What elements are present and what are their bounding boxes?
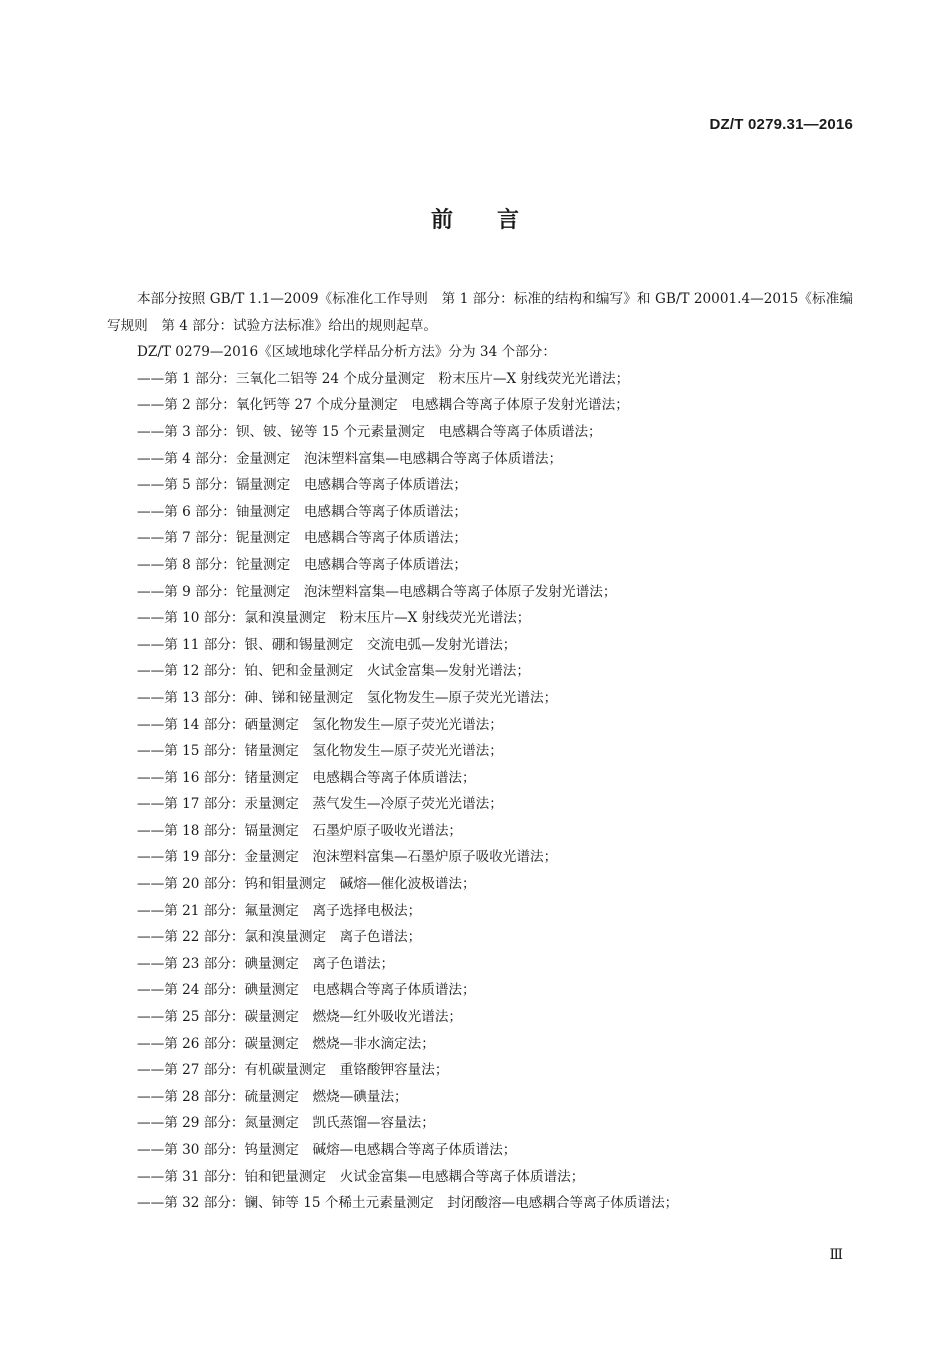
list-item: ——第 24 部分：碘量测定 电感耦合等离子体质谱法； [137, 982, 476, 999]
page-number: Ⅲ [829, 1247, 843, 1263]
list-item: ——第 20 部分：钨和钼量测定 碱熔—催化波极谱法； [137, 876, 476, 893]
list-item: ——第 7 部分：铌量测定 电感耦合等离子体质谱法； [137, 530, 467, 547]
list-item: ——第 28 部分：硫量测定 燃烧—碘量法； [137, 1088, 408, 1105]
list-item: ——第 15 部分：锗量测定 氢化物发生—原子荧光光谱法； [137, 743, 503, 760]
list-item: ——第 4 部分：金量测定 泡沫塑料富集—电感耦合等离子体质谱法； [137, 450, 563, 467]
list-item: ——第 3 部分：钡、铍、铋等 15 个元素量测定 电感耦合等离子体质谱法； [137, 423, 602, 440]
page-title: 前言 [430, 208, 563, 233]
list-item: ——第 30 部分：钨量测定 碱熔—电感耦合等离子体质谱法； [137, 1142, 517, 1158]
list-item: ——第 26 部分：碳量测定 燃烧—非水滴定法； [137, 1035, 435, 1052]
list-item: ——第 21 部分：氟量测定 离子选择电极法； [137, 902, 422, 919]
list-item: ——第 29 部分：氮量测定 凯氏蒸馏—容量法； [137, 1115, 435, 1132]
list-item: ——第 23 部分：碘量测定 离子色谱法； [137, 955, 395, 972]
list-item: ——第 18 部分：镉量测定 石墨炉原子吸收光谱法； [137, 822, 463, 839]
foreword-body [107, 286, 853, 1217]
list-item: ——第 12 部分：铂、钯和金量测定 火试金富集—发射光谱法； [137, 663, 530, 680]
list-item: ——第 6 部分：铀量测定 电感耦合等离子体质谱法； [137, 503, 467, 520]
list-item: ——第 10 部分：氯和溴量测定 粉末压片—X 射线荧光光谱法； [137, 610, 531, 627]
list-item: ——第 27 部分：有机碳量测定 重铬酸钾容量法； [137, 1062, 449, 1079]
list-item: ——第 14 部分：硒量测定 氢化物发生—原子荧光光谱法； [137, 716, 503, 733]
list-item: ——第 16 部分：锗量测定 电感耦合等离子体质谱法； [137, 769, 476, 786]
list-item: ——第 13 部分：砷、锑和铋量测定 氢化物发生—原子荧光光谱法； [137, 689, 558, 706]
list-item: ——第 8 部分：铊量测定 电感耦合等离子体质谱法； [137, 556, 467, 573]
parts-list [107, 366, 853, 1217]
list-item: ——第 22 部分：氯和溴量测定 离子色谱法； [137, 929, 422, 946]
list-item: ——第 17 部分：汞量测定 蒸气发生—冷原子荧光光谱法； [137, 796, 503, 813]
list-item: ——第 19 部分：金量测定 泡沫塑料富集—石墨炉原子吸收光谱法； [137, 849, 558, 866]
paragraph-drafting-rules: 本部分按照 GB/T 1.1—2009《标准化工作导则 第 1 部分：标准的结构和编写》和 GB/T 20001.4—2015《标准编写规则 第 4 部分：试验方法标准》给出的规则起草。 [107, 291, 853, 334]
list-item: ——第 9 部分：铊量测定 泡沫塑料富集—电感耦合等离子体原子发射光谱法； [137, 583, 617, 600]
paragraph-parts-intro: DZ/T 0279—2016《区域地球化学样品分析方法》分为 34 个部分： [137, 344, 556, 361]
list-item: ——第 32 部分：镧、铈等 15 个稀土元素量测定 封闭酸溶—电感耦合等离子体质谱法； [137, 1195, 679, 1212]
list-item: ——第 1 部分：三氧化二铝等 24 个成分量测定 粉末压片—X 射线荧光光谱法； [137, 370, 630, 387]
list-item: ——第 11 部分：银、硼和锡量测定 交流电弧—发射光谱法； [137, 636, 517, 653]
list-item: ——第 25 部分：碳量测定 燃烧—红外吸收光谱法； [137, 1009, 463, 1026]
document-code: DZ/T 0279.31—2016 [709, 116, 853, 133]
list-item: ——第 5 部分：镉量测定 电感耦合等离子体质谱法； [137, 477, 467, 494]
list-item: ——第 31 部分：铂和钯量测定 火试金富集—电感耦合等离子体质谱法； [137, 1168, 585, 1185]
list-item: ——第 2 部分：氧化钙等 27 个成分量测定 电感耦合等离子体原子发射光谱法； [137, 397, 629, 414]
